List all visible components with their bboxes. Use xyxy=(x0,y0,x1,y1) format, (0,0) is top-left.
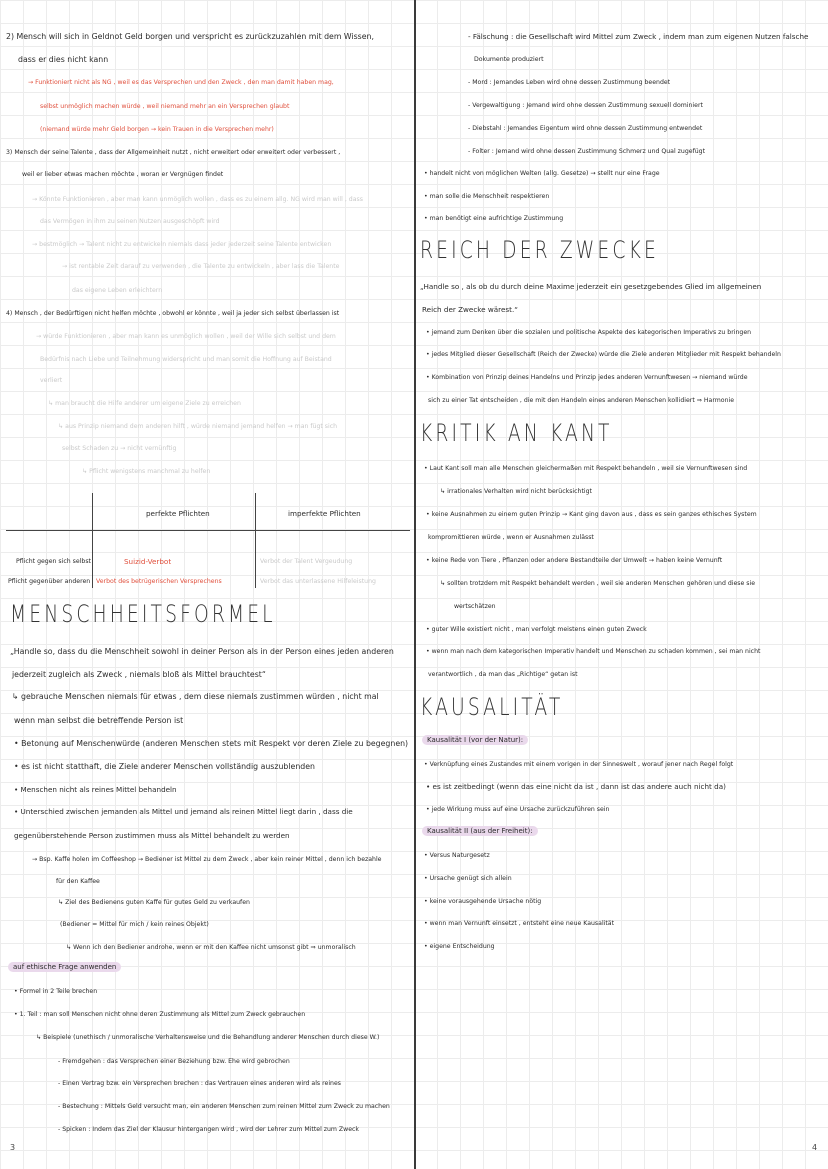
kausalitaet-1-label: Kausalität I (vor der Natur): xyxy=(422,735,528,745)
note-line: → ist rentable Zeit darauf zu verwenden , die Talente zu entwickeln , aber lass die Talente xyxy=(62,263,340,270)
note-line: Dokumente produziert xyxy=(474,56,544,63)
note-line: ↳ aus Prinzip niemand dem anderen hilft , würde niemand jemand helfen → man fügt sich xyxy=(58,423,338,430)
note-line: → Bsp. Kaffe holen im Coffeeshop → Bediener ist Mittel zu dem Zweck , aber kein reiner Mittel , denn ich bezahle xyxy=(32,856,382,863)
note-line: • Ursache genügt sich allein xyxy=(424,875,512,882)
note-line: dass er dies nicht kann xyxy=(18,55,109,64)
heading-menschheitsformel: MENSCHHEITSFORMEL xyxy=(10,600,276,628)
note-line: verliert xyxy=(40,377,63,384)
note-line: ↳ Beispiele (unethisch / unmoralische Verhaltensweise und die Behandlung anderer Menschen durch diese W.) xyxy=(36,1034,380,1041)
note-line: (Bediener = Mittel für mich / kein reines Objekt) xyxy=(60,921,209,928)
note-line: sich zu einer Tat entscheiden , die mit den Handeln eines anderen Menschen kollidiert ⇒ Harmonie xyxy=(428,397,735,404)
table-header-imperfect: imperfekte Pflichten xyxy=(288,509,361,518)
note-line: • man benötigt eine aufrichtige Zustimmung xyxy=(424,215,564,222)
note-line: ↳ Pflicht wenigstens manchmal zu helfen xyxy=(82,468,211,475)
note-line: • keine Rede von Tiere , Pflanzen oder andere Bestandteile der Umwelt → haben keine Vernunft xyxy=(426,557,723,564)
note-line: 2) Mensch will sich in Geldnot Geld borgen und verspricht es zurückzuzahlen mit dem Wissen, xyxy=(6,32,374,41)
note-line: • Verknüpfung eines Zustandes mit einem vorigen in der Sinneswelt , worauf jener nach Regel folgt xyxy=(424,761,734,768)
table-divider xyxy=(92,493,93,588)
note-line: • man solle die Menschheit respektieren xyxy=(424,193,550,200)
note-line: → Funktioniert nicht als NG , weil es das Versprechen und den Zweck , den man damit haben mag, xyxy=(28,79,334,86)
note-line: ↳ Ziel des Bedienens guten Kaffe für gutes Geld zu verkaufen xyxy=(58,899,250,906)
note-line: → würde Funktionieren , aber man kann es unmöglich wollen , weil der Wille sich selbst und dem xyxy=(36,333,336,340)
page-number: 4 xyxy=(812,1143,818,1152)
note-line: • Kombination von Prinzip deines Handelns und Prinzip jedes anderen Vernunftwesen → niemand würde xyxy=(426,374,748,381)
note-line: • eigene Entscheidung xyxy=(424,943,495,950)
note-line: ↳ gebrauche Menschen niemals für etwas , dem diese niemals zustimmen würden , nicht mal xyxy=(12,692,379,701)
note-line: - Einen Vertrag bzw. ein Versprechen brechen : das Vertrauen eines anderen wird als reines xyxy=(58,1080,341,1087)
table-row-label: Pflicht gegenüber anderen xyxy=(8,578,91,585)
note-line: „Handle so , als ob du durch deine Maxime jederzeit ein gesetzgebendes Glied im allgemeinen xyxy=(420,282,762,291)
note-line: Bedürfnis nach Liebe und Teilnehmung widerspricht und man somit die Hoffnung auf Beistand xyxy=(40,356,332,363)
table-divider xyxy=(255,493,256,588)
note-line: • keine Ausnahmen zu einem guten Prinzip → Kant ging davon aus , dass es sein ganzes ethisches System xyxy=(426,511,757,518)
note-line: - Mord : Jemandes Leben wird ohne dessen Zustimmung beendet xyxy=(468,79,671,86)
note-line: jederzeit zugleich als Zweck , niemals bloß als Mittel brauchtest“ xyxy=(12,670,266,679)
note-line: selbst Schaden zu → nicht vernünftig xyxy=(62,445,177,452)
note-line: • wenn man nach dem kategorischen Imperativ handelt und Menschen zu schaden kommen , sei man nicht xyxy=(426,648,761,655)
note-line: • Unterschied zwischen jemanden als Mittel und jemand als reinen Mittel liegt darin , dass die xyxy=(14,807,353,816)
note-line: wenn man selbst die betreffende Person ist xyxy=(14,716,184,725)
note-line: - Fremdgehen : das Versprechen einer Beziehung bzw. Ehe wird gebrochen xyxy=(58,1058,290,1065)
note-line: ↳ sollten trotzdem mit Respekt behandelt werden , weil sie anderen Menschen gehören und diese sie xyxy=(440,580,756,587)
note-line: • es ist nicht statthaft, die Ziele anderer Menschen vollständig auszublenden xyxy=(14,762,315,771)
table-cell: Verbot das unterlassene Hilfeleistung xyxy=(260,578,376,585)
note-line: ↳ irrationales Verhalten wird nicht berücksichtigt xyxy=(440,488,592,495)
note-line: verantwortlich , da man das „Richtige“ getan ist xyxy=(428,671,578,678)
note-line: (niemand würde mehr Geld borgen → kein Trauen in die Versprechen mehr) xyxy=(40,126,274,133)
heading-reich-der-zwecke: REICH DER ZWECKE xyxy=(420,236,659,264)
note-line: - Spicken : Indem das Ziel der Klausur hintergangen wird , wird der Lehrer zum Mittel zum Zweck xyxy=(58,1126,360,1133)
note-line: Reich der Zwecke wärest.“ xyxy=(422,305,518,314)
highlight-label: auf ethische Frage anwenden xyxy=(8,962,121,972)
note-line: - Bestechung : Mittels Geld versucht man, ein anderen Menschen zum reinen Mittel zum Zweck zu machen xyxy=(58,1103,390,1110)
note-line: „Handle so, dass du die Menschheit sowohl in deiner Person als in der Person eines jeden anderen xyxy=(10,647,394,656)
table-header-perfect: perfekte Pflichten xyxy=(146,509,210,518)
note-line: 3) Mensch der seine Talente , dass der Allgemeinheit nutzt , nicht erweitert oder erweitert oder verbessert , xyxy=(6,149,341,156)
note-line: selbst unmöglich machen würde , weil niemand mehr an ein Versprechen glaubt xyxy=(40,103,290,110)
note-line: ↳ Wenn ich den Bediener androhe, wenn er mit den Kaffee nicht umsonst gibt ⇒ unmoralisch xyxy=(66,944,356,951)
note-line: • Menschen nicht als reines Mittel behandeln xyxy=(14,785,177,794)
note-line: für den Kaffee xyxy=(56,878,100,885)
heading-kausalitaet: KAUSALITÄT xyxy=(420,693,564,721)
note-line: kompromittieren würde , wenn er Ausnahmen zulässt xyxy=(428,534,594,541)
note-line: • wenn man Vernunft einsetzt , entsteht eine neue Kausalität xyxy=(424,920,615,927)
note-line: • keine vorausgehende Ursache nötig xyxy=(424,898,542,905)
table-cell: Suizid-Verbot xyxy=(124,557,172,566)
table-divider xyxy=(6,530,410,531)
note-line: • jedes Mitglied dieser Gesellschaft (Reich der Zwecke) würde die Ziele anderen Mitglieder mit Respekt behandeln xyxy=(426,351,781,358)
table-row-label: Pflicht gegen sich selbst xyxy=(16,558,91,565)
note-line: • es ist zeitbedingt (wenn das eine nicht da ist , dann ist das andere auch nicht da) xyxy=(426,782,726,791)
note-line: • Betonung auf Menschenwürde (anderen Menschen stets mit Respekt vor deren Ziele zu begegnen) xyxy=(14,739,409,748)
table-cell: Verbot des betrügerischen Versprechens xyxy=(96,578,222,585)
note-line: • 1. Teil : man soll Menschen nicht ohne deren Zustimmung als Mittel zum Zweck gebrauchen xyxy=(14,1011,306,1018)
page-divider xyxy=(414,0,416,1169)
note-line: das Vermögen in ihm zu seinen Nutzen ausgeschöpft wird xyxy=(40,218,220,225)
note-line: ↳ man braucht die Hilfe anderer um eigene Ziele zu erreichen xyxy=(48,400,241,407)
table-cell: Verbot der Talent Vergeudung xyxy=(260,558,353,565)
note-line: - Fälschung : die Gesellschaft wird Mittel zum Zweck , indem man zum eigenen Nutzen falsche xyxy=(468,32,809,41)
note-line: • jemand zum Denken über die sozialen und politische Aspekte des kategorischen Imperativs zu bringen xyxy=(426,329,752,336)
note-line: wertschätzen xyxy=(454,603,496,610)
note-line: weil er lieber etwas machen möchte , woran er Vergnügen findet xyxy=(22,171,224,178)
note-line: • Versus Naturgesetz xyxy=(424,852,490,859)
note-line: das eigene Leben erleichtern xyxy=(72,287,163,294)
note-line: • jede Wirkung muss auf eine Ursache zurückzuführen sein xyxy=(426,806,610,813)
note-line: • Formel in 2 Teile brechen xyxy=(14,988,98,995)
note-line: • handelt nicht von möglichen Welten (allg. Gesetze) → stellt nur eine Frage xyxy=(424,170,660,177)
kausalitaet-2-label: Kausalität II (aus der Freiheit): xyxy=(422,826,538,836)
heading-kritik-an-kant: KRITIK AN KANT xyxy=(420,419,613,447)
note-line: - Folter : Jemand wird ohne dessen Zustimmung Schmerz und Qual zugefügt xyxy=(468,148,706,155)
note-line: • guter Wille existiert nicht , man verfolgt meistens einen guten Zweck xyxy=(426,626,647,633)
page-number: 3 xyxy=(10,1143,16,1152)
note-line: - Diebstahl : Jemandes Eigentum wird ohne dessen Zustimmung entwendet xyxy=(468,125,703,132)
note-line: • Laut Kant soll man alle Menschen gleichermaßen mit Respekt behandeln , weil sie Vernunftwesen sind xyxy=(424,465,748,472)
note-line: gegenüberstehende Person zustimmen muss als Mittel behandelt zu werden xyxy=(14,831,290,840)
note-line: 4) Mensch , der Bedürftigen nicht helfen möchte , obwohl er könnte , weil ja jeder sich selbst überlassen ist xyxy=(6,310,340,317)
note-line: - Vergewaltigung : Jemand wird ohne dessen Zustimmung sexuell dominiert xyxy=(468,102,703,109)
note-line: → bestmöglich → Talent nicht zu entwickeln niemals dass jeder jederzeit seine Talente entwicken xyxy=(32,241,332,248)
note-line: → Könnte Funktionieren , aber man kann unmöglich wollen , dass es zu einem allg. NG wird man will , dass xyxy=(32,196,363,203)
